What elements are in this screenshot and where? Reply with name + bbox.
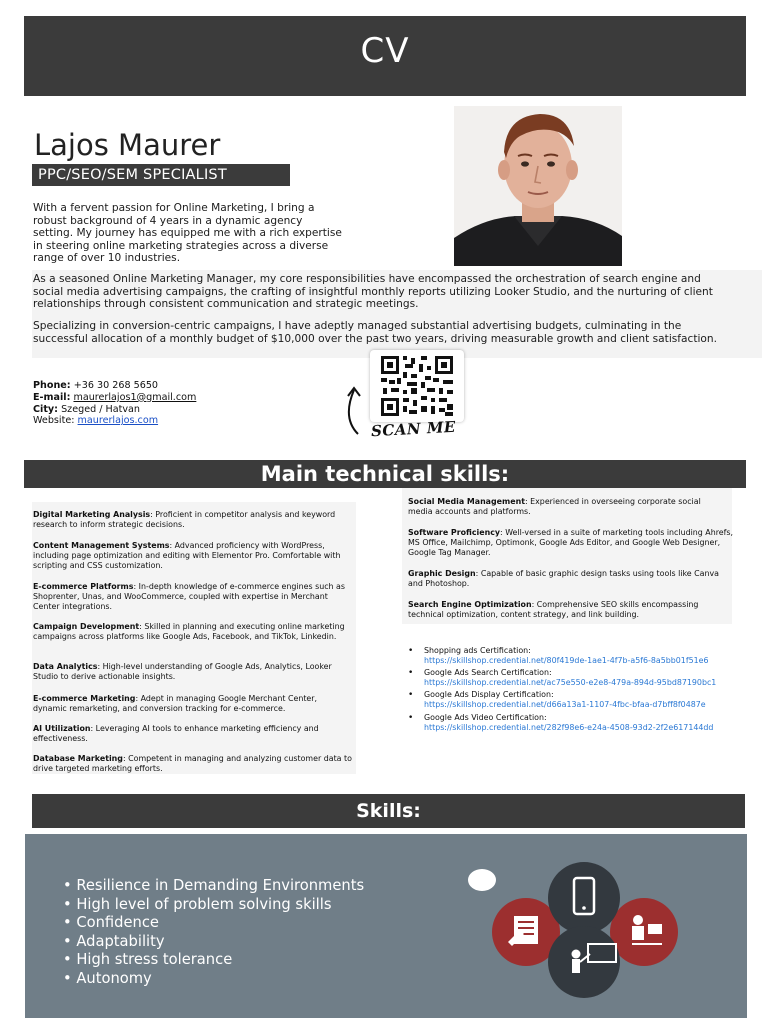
email-label: E-mail:	[33, 391, 71, 403]
phone-row	[33, 380, 196, 392]
specialization-paragraph: Specializing in conversion-centric campaigns, I have adeptly managed substantial advertising budgets, culminating in the successful allocation of a monthly budget of $10,000 over the past two years, driving measurable growth and client satisfaction.	[33, 320, 717, 345]
technical-skills-header	[24, 460, 746, 488]
technical-skills-title: Main technical skills:	[260, 462, 510, 486]
certification-label: Shopping ads Certification:	[424, 646, 531, 655]
skill-item: Graphic Design: Capable of basic graphic design tasks using tools like Canva and Photoshop.	[408, 569, 720, 589]
certification-item	[408, 646, 738, 666]
profile-photo	[454, 106, 622, 266]
certification-item	[408, 690, 738, 710]
certification-link[interactable]: https://skillshop.credential.net/282f98e6-e24a-4508-93d2-2f2e617144dd	[424, 722, 714, 732]
bullet-icon: •	[408, 646, 414, 656]
skill-bullet: • High stress tolerance	[63, 951, 364, 970]
skill-bullet: • Confidence	[63, 914, 364, 933]
certification-item	[408, 713, 738, 733]
certification-label: Google Ads Display Certification:	[424, 690, 554, 700]
bullet-icon: •	[408, 690, 414, 701]
intro-paragraph: With a fervent passion for Online Marketing, I bring a robust background of 4 years in a dynamic agency setting. My journey has equipped me with a rich expertise in steering online marketing strategies across a diverse range of over 10 industries.	[33, 202, 342, 265]
skill-bullet: • Autonomy	[63, 970, 364, 989]
phone-value: +36 30 268 5650	[73, 380, 159, 391]
skill-item: E-commerce Platforms: In-depth knowledge of e-commerce engines such as Shoprenter, Unas, and WooCommerce, coupled with expertise in Merchant Center integrations.	[33, 582, 345, 612]
skills-list	[63, 877, 364, 989]
skill-item: Database Marketing: Competent in managing and analyzing customer data to drive targeted marketing efforts.	[33, 754, 352, 774]
skill-item: Search Engine Optimization: Comprehensive SEO skills encompassing technical optimization, content strategy, and link building.	[408, 600, 699, 620]
website-link[interactable]: maurerlajos.com	[77, 415, 159, 427]
certification-link[interactable]: https://skillshop.credential.net/80f419de-1ae1-4f7b-a5f6-8a5bb01f51e6	[424, 656, 709, 666]
skills-header	[32, 794, 745, 828]
skills-title: Skills:	[356, 800, 421, 822]
speech-bubble-icon	[468, 869, 496, 891]
cv-title: CV	[360, 31, 410, 71]
responsibilities-paragraph: As a seasoned Online Marketing Manager, my core responsibilities have encompassed the orchestration of search engine and social media advertising campaigns, the crafting of insightful monthly reports utilizing Looker Studio, and the nurturing of client relationships through consistent communication and strategic meetings.	[33, 273, 713, 311]
email-link[interactable]: maurerlajos1@gmail.com	[73, 391, 197, 403]
skill-item: E-commerce Marketing: Adept in managing Google Merchant Center, dynamic remarketing, and conversion tracking for e-commerce.	[33, 694, 318, 714]
skill-bullet: • High level of problem solving skills	[63, 896, 364, 915]
skill-bullet: • Resilience in Demanding Environments	[63, 877, 364, 896]
skill-item: Data Analytics: High-level understanding of Google Ads, Analytics, Looker Studio to derive actionable insights.	[33, 662, 332, 682]
person-name: Lajos Maurer	[34, 128, 221, 162]
city-label: City:	[33, 403, 59, 415]
phone-circle-icon	[548, 862, 620, 934]
qr-code[interactable]	[370, 350, 464, 422]
skill-item: Social Media Management: Experienced in overseeing corporate social media accounts and platforms.	[408, 497, 701, 517]
skill-bullet: • Adaptability	[63, 933, 364, 952]
certification-label: Google Ads Video Certification:	[424, 712, 547, 722]
website-row	[33, 415, 196, 427]
skill-item: Software Proficiency: Well-versed in a suite of marketing tools including Ahrefs, MS Office, Mailchimp, Optimonk, Google Ads Editor, and Google Web Designer, Google Tag Manager.	[408, 528, 734, 558]
bullet-icon: •	[408, 712, 414, 723]
city-value: Szeged / Hatvan	[61, 403, 141, 415]
city-row	[33, 404, 196, 416]
email-row	[33, 392, 196, 404]
skill-item: Campaign Development: Skilled in planning and executing online marketing campaigns across platforms like Google Ads, Facebook, and TikTok, Linkedin.	[33, 622, 345, 642]
certification-label: Google Ads Search Certification:	[424, 668, 552, 678]
website-label: Website:	[33, 415, 75, 427]
certification-item	[408, 668, 738, 688]
skill-item: Digital Marketing Analysis: Proficient in competitor analysis and keyword research to inform strategic decisions.	[33, 510, 336, 530]
skills-infographic	[464, 858, 714, 998]
certification-link[interactable]: https://skillshop.credential.net/ac75e550-e2e8-479a-894d-95bd87190bc1	[424, 678, 717, 688]
skill-item: AI Utilization: Leveraging AI tools to enhance marketing efficiency and effectiveness.	[33, 724, 319, 744]
phone-label: Phone:	[33, 380, 71, 391]
certifications-list	[408, 646, 738, 735]
cv-header-bar	[24, 16, 746, 96]
job-title-tag: PPC/SEO/SEM SPECIALIST	[32, 164, 290, 186]
curved-arrow-icon	[342, 382, 372, 438]
bullet-icon: •	[408, 668, 414, 679]
scan-me-caption: SCAN ME	[370, 417, 457, 441]
certification-link[interactable]: https://skillshop.credential.net/d66a13a1-1107-4fbc-bfaa-d7bff8f0487e	[424, 700, 706, 710]
contact-block	[33, 380, 196, 427]
skill-item: Content Management Systems: Advanced proficiency with WordPress, including page optimization and editing with Elementor Pro. Comfortable with scripting and CSS customization.	[33, 541, 341, 571]
